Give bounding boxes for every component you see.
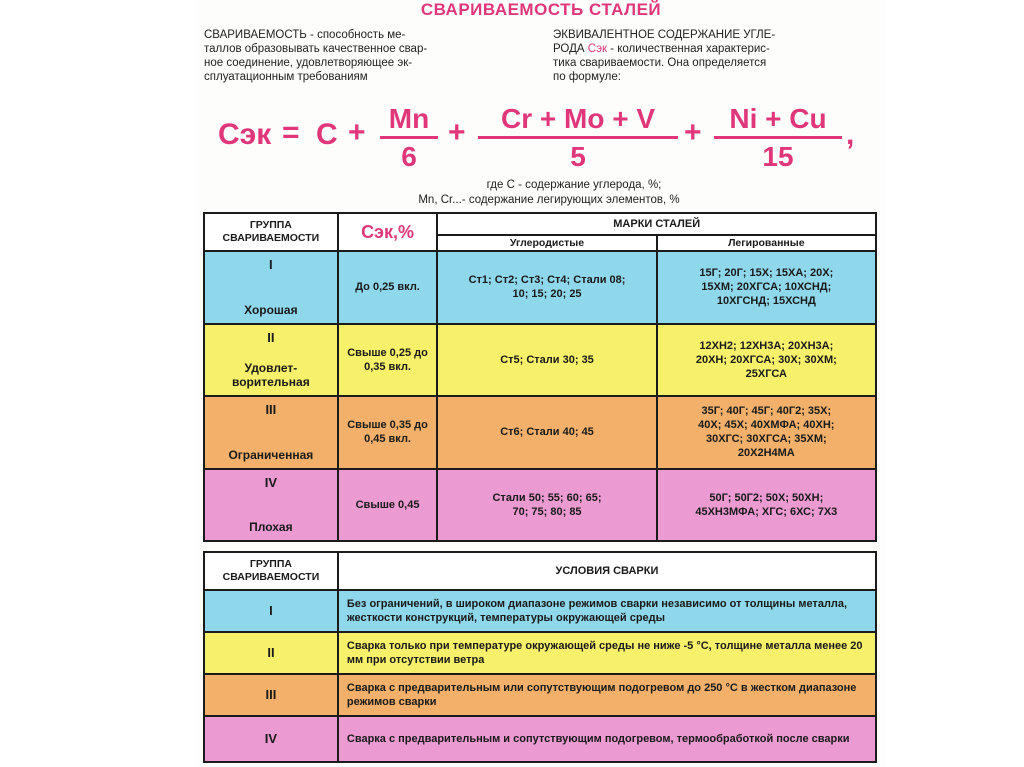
carbon-grades: Ст5; Стали 30; 35: [437, 324, 656, 396]
fraction-mn-numerator: Mn: [388, 103, 430, 134]
group-cell-2: [204, 324, 338, 396]
welding-condition: Сварка с предварительным и сопутствующим подогревом, термообработкой после сварки: [338, 716, 876, 762]
definition-right-line2-a: РОДА: [553, 43, 588, 55]
table-row: [204, 469, 876, 541]
definition-right-line2-c: - количественная характерис-: [606, 43, 770, 55]
alloy-grades: 50Г; 50Г2; 50Х; 50ХН; 45ХН3МФА; ХГС; 6ХС; 7Х3: [657, 469, 876, 541]
alloy-grades: 15Г; 20Г; 15Х; 15ХА; 20Х; 15ХМ; 20ХГСА; 10ХСНД; 10ХГСНД; 15ХСНД: [657, 251, 876, 323]
welding-condition: Сварка с предварительным или сопутствующим подогревом до 250 °С в жестком диапазоне режимов сварки: [338, 674, 876, 716]
formula-plus-3: +: [684, 116, 702, 149]
sek-value: Свыше 0,45: [338, 469, 438, 541]
definition-left-line2: таллов образовывать качественное свар-: [204, 43, 428, 55]
definition-right-line3: тика свариваемости. Она определяется: [553, 57, 767, 69]
group-number: I: [269, 257, 273, 273]
table-row: [204, 324, 876, 396]
group-name: Хорошая: [244, 302, 298, 317]
formula-equals: =: [282, 116, 300, 149]
group-number: II: [204, 632, 338, 674]
alloy-grades: 12ХН2; 12ХН3А; 20ХН3А; 20ХН; 20ХГСА; 30Х; 30ХМ; 25ХГСА: [657, 324, 876, 396]
group-number: III: [265, 402, 277, 418]
header-sek: Сэк,%: [338, 213, 438, 251]
header-steel-marks: МАРКИ СТАЛЕЙ: [437, 213, 876, 235]
group-name: Удовлет-ворительная: [231, 361, 310, 390]
formula-lhs: Cэк: [218, 118, 272, 151]
group-name: Ограниченная: [228, 447, 314, 462]
definition-left-line1: СВАРИВАЕМОСТЬ - способность ме-: [204, 29, 406, 41]
formula-plus-1: +: [348, 116, 366, 149]
header-group: ГРУППА СВАРИВАЕМОСТИ: [204, 552, 338, 590]
group-number: I: [204, 590, 338, 632]
table-row: [204, 590, 876, 632]
formula-note-line2: Mn, Cr...- содержание легирующих элементов, %: [418, 194, 680, 206]
definition-right-line4: по формуле:: [553, 71, 621, 83]
table-row: [204, 251, 876, 323]
group-number: II: [267, 329, 275, 345]
header-welding-conditions: УСЛОВИЯ СВАРКИ: [338, 552, 876, 590]
definition-right-line2: [553, 42, 863, 56]
formula-note-line1: где С - содержание углерода, %;: [486, 179, 662, 191]
sek-value: Свыше 0,35 до 0,45 вкл.: [338, 396, 438, 468]
fraction-nicu-denominator: 15: [762, 141, 794, 172]
header-alloy-steels: Легированные: [657, 235, 876, 251]
group-number: IV: [204, 716, 338, 762]
fraction-crmov-denominator: 5: [570, 141, 586, 172]
steel-grades-table: [203, 212, 877, 542]
table-row: [204, 632, 876, 674]
fraction-crmov-numerator: Cr + Mo + V: [500, 103, 656, 134]
sek-symbol: Сэк: [587, 43, 607, 55]
fraction-crmov-bar: [478, 136, 678, 139]
alloy-grades: 35Г; 40Г; 45Г; 40Г2; 35Х; 40Х; 45Х; 40ХМФА; 40ХН; 30ХГС; 30ХГСА; 35ХМ; 20Х2Н4МА: [657, 396, 876, 468]
header-carbon-steels: Углеродистые: [437, 235, 656, 251]
fraction-mn-bar: [380, 136, 438, 139]
definition-left-line3: ное соединение, удовлетворяющее эк-: [204, 57, 413, 69]
table-row: [204, 716, 876, 762]
carbon-grades: Стали 50; 55; 60; 65; 70; 75; 80; 85: [437, 469, 656, 541]
carbon-grades: Ст6; Стали 40; 45: [437, 396, 656, 468]
formula-fraction-mn: [380, 104, 438, 171]
formula-fraction-nicu: [714, 104, 842, 171]
group-cell-1: [204, 251, 338, 323]
welding-conditions-table: [203, 551, 877, 763]
formula-fraction-crmov: [478, 104, 678, 171]
carbon-grades: Ст1; Ст2; Ст3; Ст4; Стали 08; 10; 15; 20; 25: [437, 251, 656, 323]
welding-condition: Сварка только при температуре окружающей среды не ниже -5 °С, толщине металла менее 20 мм при отсутствии ветра: [338, 632, 876, 674]
group-name: Плохая: [249, 520, 293, 534]
sek-value: До 0,25 вкл.: [338, 251, 438, 323]
sek-value: Свыше 0,25 до 0,35 вкл.: [338, 324, 438, 396]
table-row: [204, 396, 876, 468]
formula-comma: ,: [846, 118, 855, 151]
welding-condition: Без ограничений, в широком диапазоне режимов сварки независимо от толщины металла, жесткости конструкций, температуры окружающей среды: [338, 590, 876, 632]
fraction-mn-denominator: 6: [401, 141, 417, 172]
definition-carbon-equivalent: [553, 28, 863, 84]
table-row: [204, 674, 876, 716]
header-group: ГРУППА СВАРИВАЕМОСТИ: [204, 213, 338, 251]
fraction-nicu-numerator: Ni + Cu: [729, 103, 827, 134]
group-cell-3: [204, 396, 338, 468]
formula-plus-2: +: [448, 116, 466, 149]
definition-weldability: [204, 28, 514, 84]
definition-left-line4: сплуатационным требованиям: [204, 71, 368, 83]
page-title: СВАРИВАЕМОСТЬ СТАЛЕЙ: [420, 0, 662, 19]
definition-right-line1: ЭКВИВАЛЕНТНОЕ СОДЕРЖАНИЕ УГЛЕ-: [553, 29, 776, 41]
formula-c: C: [316, 118, 338, 151]
group-cell-4: [204, 469, 338, 541]
carbon-equivalent-formula: [218, 102, 868, 174]
group-number: III: [204, 674, 338, 716]
fraction-nicu-bar: [714, 136, 842, 139]
group-number: IV: [264, 474, 277, 490]
formula-note: [330, 178, 728, 208]
